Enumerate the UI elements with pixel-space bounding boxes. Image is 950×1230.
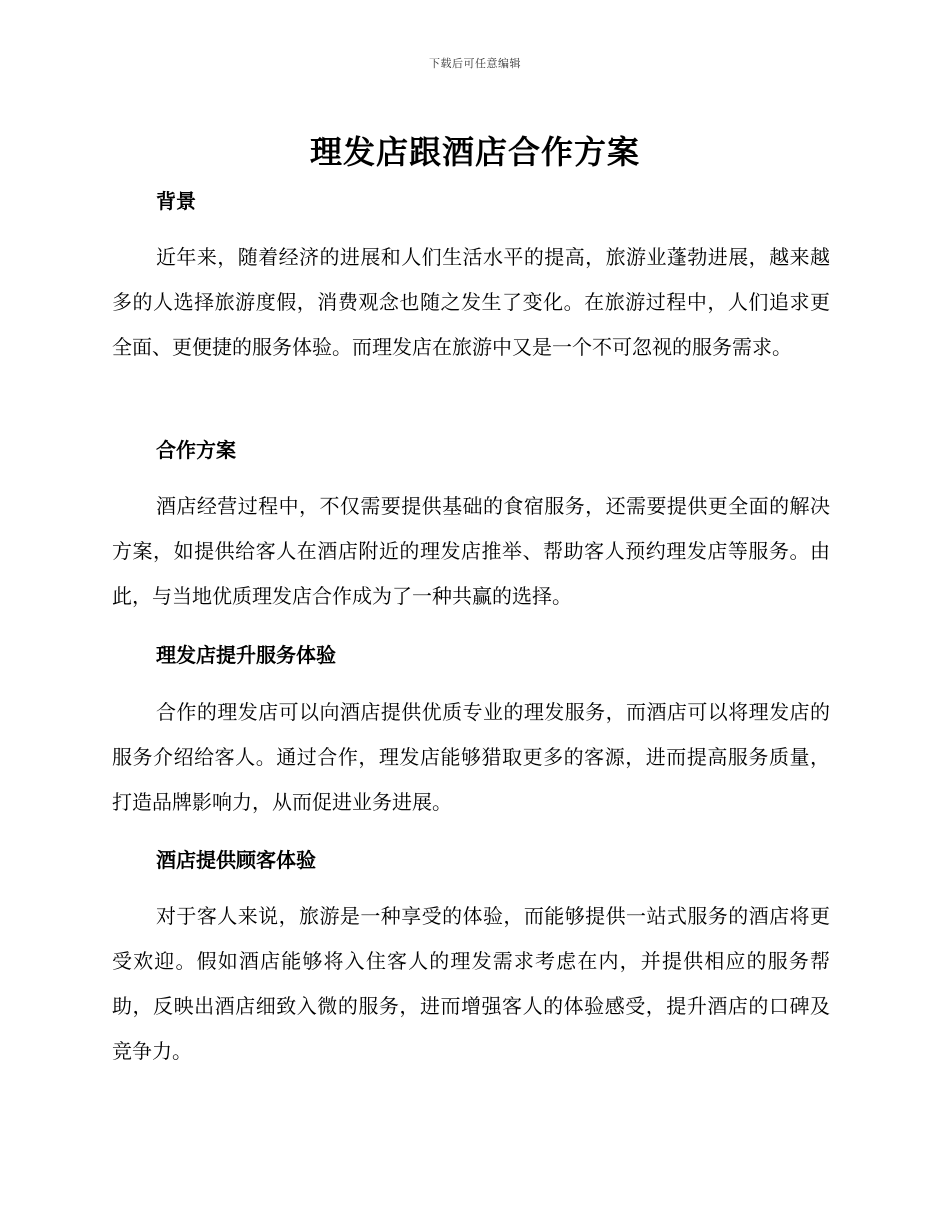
- section-heading-hotel-experience: 酒店提供顾客体验: [156, 848, 316, 872]
- document-title: 理发店跟酒店合作方案: [309, 133, 640, 171]
- section-heading-background: 背景: [156, 189, 196, 213]
- section-paragraph-cooperation-plan: 酒店经营过程中，不仅需要提供基础的食宿服务，还需要提供更全面的解决方案，如提供给客人在酒店附近的理发店推举、帮助客人预约理发店等服务。由此，与当地优质理发店合作成为了一种共赢的选择。: [112, 494, 830, 608]
- section-heading-barbershop-experience: 理发店提升服务体验: [156, 643, 336, 667]
- header-note: 下载后可任意编辑: [429, 57, 521, 70]
- section-paragraph-barbershop-experience: 合作的理发店可以向酒店提供优质专业的理发服务，而酒店可以将理发店的服务介绍给客人。通过合作，理发店能够猎取更多的客源，进而提高服务质量，打造品牌影响力，从而促进业务进展。: [112, 700, 830, 814]
- section-paragraph-hotel-experience: 对于客人来说，旅游是一种享受的体验，而能够提供一站式服务的酒店将更受欢迎。假如酒店能够将入住客人的理发需求考虑在内，并提供相应的服务帮助，反映出酒店细致入微的服务，进而增强客人的体验感受，提升酒店的口碑及竞争力。: [112, 904, 830, 1063]
- section-heading-cooperation-plan: 合作方案: [156, 438, 236, 462]
- section-paragraph-background: 近年来，随着经济的进展和人们生活水平的提高，旅游业蓬勃进展，越来越多的人选择旅游度假，消费观念也随之发生了变化。在旅游过程中，人们追求更全面、更便捷的服务体验。而理发店在旅游中又是一个不可忽视的服务需求。: [112, 245, 830, 359]
